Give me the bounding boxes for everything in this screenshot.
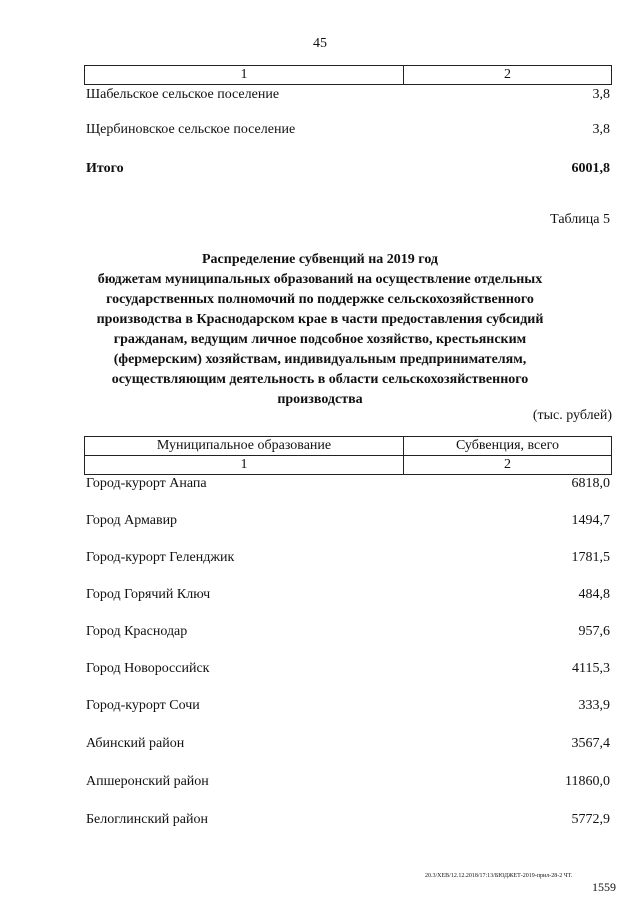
row-name: Город Горячий Ключ	[86, 587, 211, 602]
row-value: 484,8	[578, 587, 610, 602]
list-item	[86, 122, 610, 138]
table-title	[0, 250, 640, 410]
title-line: (фермерским) хозяйствам, индивидуальным предпринимателям,	[113, 352, 527, 367]
row-name: Город Краснодар	[86, 624, 188, 639]
row-name: Белоглинский район	[86, 812, 208, 827]
table-row	[86, 774, 610, 790]
total-value: 6001,8	[571, 161, 610, 176]
page-number: 45	[313, 36, 327, 51]
header-subvention: Субвенция, всего	[404, 437, 612, 456]
table-row	[86, 661, 610, 677]
header-municipality: Муниципальное образование	[85, 437, 404, 456]
row-value: 1781,5	[571, 550, 610, 565]
title-line: осуществляющим деятельность в области сельскохозяйственного	[111, 372, 529, 387]
title-line: Распределение субвенций на 2019 год	[202, 252, 438, 267]
continuation-header-table	[84, 65, 612, 85]
list-item	[86, 87, 610, 103]
table-row	[86, 476, 610, 492]
row-value: 3,8	[592, 122, 610, 137]
title-line: государственных полномочий по поддержке сельскохозяйственного	[106, 292, 534, 307]
table-row	[86, 812, 610, 828]
units-label: (тыс. рублей)	[532, 408, 612, 423]
row-name: Абинский район	[86, 736, 185, 751]
table-row	[86, 624, 610, 640]
table-row	[86, 736, 610, 752]
main-table-header	[84, 436, 612, 475]
column-number-1: 1	[85, 456, 404, 475]
title-line: производства в Краснодарском крае в части предоставления субсидий	[96, 312, 544, 327]
row-value: 6818,0	[571, 476, 610, 491]
column-number-2: 2	[404, 456, 612, 475]
title-line: производства	[277, 392, 363, 407]
total-row	[86, 161, 610, 177]
footer-code: 20.3/ХЕВ/12.12.2018/17:13/БЮДЖЕТ-2019-прил-28-2 ЧТ.	[425, 873, 573, 879]
row-value: 1494,7	[571, 513, 610, 528]
table-row	[86, 550, 610, 566]
title-line: бюджетам муниципальных образований на осуществление отдельных	[97, 272, 543, 287]
row-name: Город-курорт Геленджик	[86, 550, 235, 565]
row-value: 3,8	[592, 87, 610, 102]
row-name: Город Новороссийск	[86, 661, 210, 676]
table-row	[86, 698, 610, 714]
row-name: Шабельское сельское поселение	[86, 87, 280, 102]
row-value: 11860,0	[565, 774, 610, 789]
row-value: 3567,4	[571, 736, 610, 751]
table-row	[86, 513, 610, 529]
row-value: 4115,3	[572, 661, 610, 676]
column-number-2: 2	[404, 66, 612, 85]
row-value: 957,6	[578, 624, 610, 639]
row-value: 333,9	[578, 698, 610, 713]
row-name: Город-курорт Сочи	[86, 698, 200, 713]
total-label: Итого	[86, 161, 124, 176]
table-row	[86, 587, 610, 603]
row-name: Щербиновское сельское поселение	[86, 122, 296, 137]
row-value: 5772,9	[571, 812, 610, 827]
sheet-number: 1559	[592, 880, 616, 894]
table-label: Таблица 5	[550, 212, 610, 227]
row-name: Город Армавир	[86, 513, 178, 528]
column-number-1: 1	[85, 66, 404, 85]
title-line: гражданам, ведущим личное подсобное хозяйство, крестьянским	[113, 332, 527, 347]
row-name: Город-курорт Анапа	[86, 476, 207, 491]
row-name: Апшеронский район	[86, 774, 209, 789]
